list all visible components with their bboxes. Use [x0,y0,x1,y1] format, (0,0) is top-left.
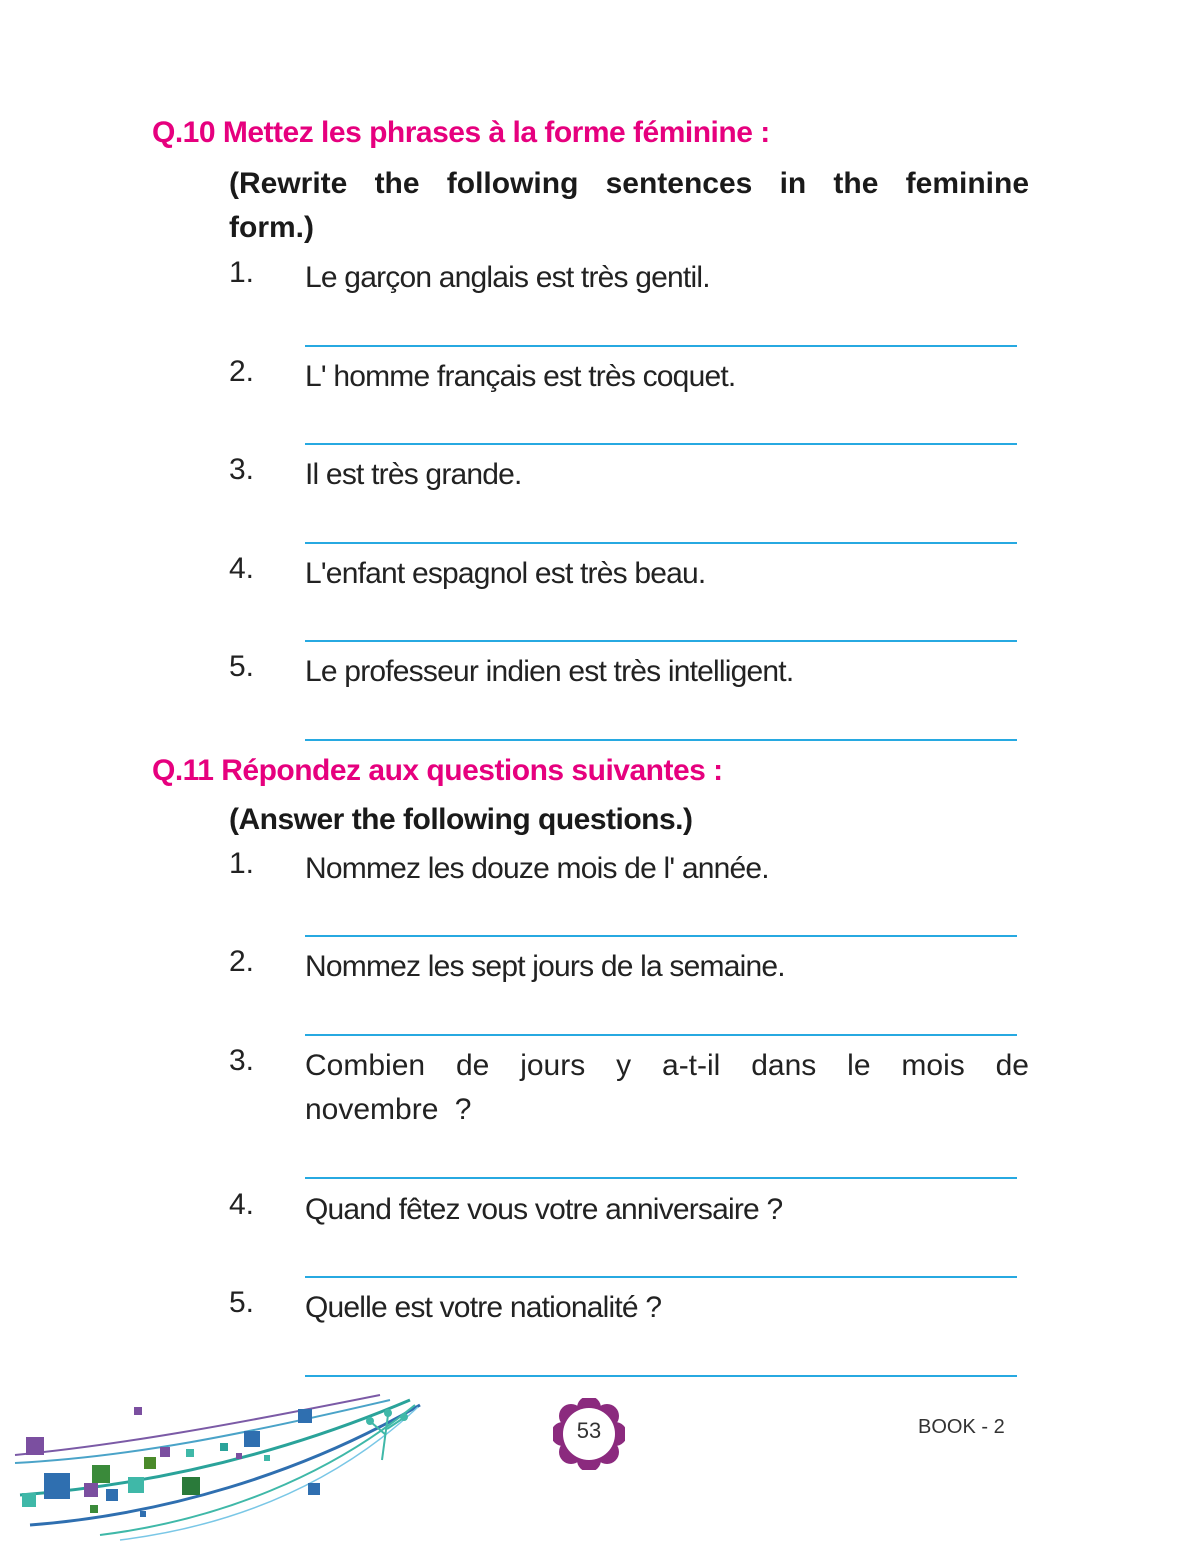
item-text: Quand fêtez vous votre anniversaire ? [305,1193,783,1226]
item-text: Nommez les douze mois de l' année. [305,852,769,885]
item-text: Quelle est votre nationalité ? [305,1291,662,1324]
q10-item-3 [229,453,1029,497]
item-number: 5. [229,650,255,683]
answer-line[interactable] [305,739,1017,741]
item-number: 3. [229,1044,255,1077]
page-number: 53 [576,1418,602,1443]
answer-line[interactable] [305,542,1017,544]
answer-line[interactable] [305,640,1017,642]
answer-line[interactable] [305,935,1017,937]
q10-title: Q.10 Mettez les phrases à la forme féminine : [152,116,770,149]
item-text: Nommez les sept jours de la semaine. [305,950,785,983]
q10-item-5 [229,650,1029,694]
item-number: 4. [229,552,255,585]
q10-subtitle: (Rewrite the following sentences in the feminine form.) [229,167,1029,244]
item-number: 3. [229,453,255,486]
item-text: Combien de jours y a-t-il dans le mois de novembre ? [305,1049,1029,1126]
item-text: Le professeur indien est très intelligent. [305,655,794,688]
answer-line[interactable] [305,1177,1017,1179]
q10-item-1 [229,256,1029,300]
q10-item-2 [229,355,1029,399]
q11-subtitle: (Answer the following questions.) [229,803,693,836]
item-number: 2. [229,945,255,978]
item-number: 2. [229,355,255,388]
q11-item-1 [229,847,1029,891]
item-number: 5. [229,1286,255,1319]
q11-item-2 [229,945,1029,989]
item-number: 1. [229,847,255,880]
item-number: 4. [229,1188,255,1221]
q11-item-4 [229,1188,1029,1232]
item-text: Il est très grande. [305,458,522,491]
book-label: BOOK - 2 [918,1416,1005,1438]
decorative-swoosh-graphic [0,1385,430,1560]
item-number: 1. [229,256,255,289]
answer-line[interactable] [305,443,1017,445]
item-text: L'enfant espagnol est très beau. [305,557,706,590]
q10-item-4 [229,552,1029,596]
answer-line[interactable] [305,1375,1017,1377]
answer-line[interactable] [305,1034,1017,1036]
q11-title: Q.11 Répondez aux questions suivantes : [152,754,723,787]
item-text: Le garçon anglais est très gentil. [305,261,710,294]
answer-line[interactable] [305,1276,1017,1278]
answer-line[interactable] [305,345,1017,347]
q11-item-3 [229,1044,1029,1132]
q11-item-5 [229,1286,1029,1330]
item-text: L' homme français est très coquet. [305,360,736,393]
